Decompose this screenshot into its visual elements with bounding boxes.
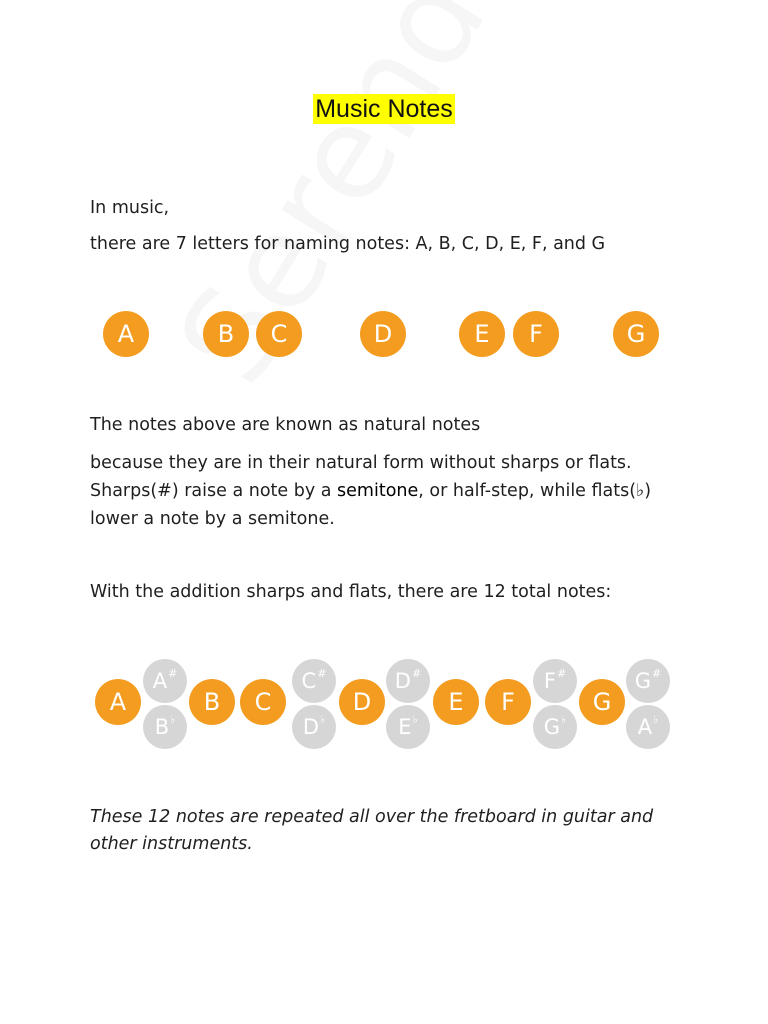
note-circle-f: F xyxy=(513,311,559,357)
page-title: Music Notes xyxy=(315,95,453,123)
flat-sign: ♭ xyxy=(319,712,326,726)
flat-sign: ♭ xyxy=(412,712,418,726)
flat-sign: ♭ xyxy=(653,712,659,726)
sharp-note-c: C # xyxy=(292,659,336,703)
semitone-term: semitone xyxy=(337,481,419,501)
note-circle-c: C xyxy=(256,311,302,357)
sharp-note-g: G # xyxy=(626,659,670,703)
paragraph-twelve-notes: With the addition sharps and flats, there are 12 total notes: xyxy=(90,582,612,602)
chromatic-note-e: E xyxy=(433,679,479,725)
paragraph-intro: In music, xyxy=(90,198,170,218)
sharp-note-a: A # xyxy=(143,659,187,703)
sharp-sign: # xyxy=(556,666,567,680)
note-circle-a: A xyxy=(103,311,149,357)
chromatic-note-c: C xyxy=(240,679,286,725)
paragraph-instruments: other instruments. xyxy=(90,834,253,854)
note-circle-g: G xyxy=(613,311,659,357)
note-circle-d: D xyxy=(360,311,406,357)
paragraph-lower-note: lower a note by a semitone. xyxy=(90,509,335,529)
flat-note-e: E ♭ xyxy=(386,705,430,749)
chromatic-note-d: D xyxy=(339,679,385,725)
sharp-note-d: D # xyxy=(386,659,430,703)
flats-text: , or half-step, while flats(♭) xyxy=(418,481,652,501)
flat-sign: ♭ xyxy=(170,712,176,726)
sharp-sign: # xyxy=(317,666,327,680)
note-circle-b: B xyxy=(203,311,249,357)
flat-sign: ♭ xyxy=(561,712,567,726)
flat-note-a: A ♭ xyxy=(626,705,670,749)
flat-note-d: D ♭ xyxy=(292,705,336,749)
sharp-note-f: F # xyxy=(533,659,577,703)
sharps-text: Sharps(#) raise a note by a xyxy=(90,481,338,501)
sharp-sign: # xyxy=(168,666,178,680)
paragraph-natural-form: because they are in their natural form without sharps or flats. xyxy=(90,453,632,473)
chromatic-note-g: G xyxy=(579,679,625,725)
flat-note-g: G ♭ xyxy=(533,705,577,749)
chromatic-note-a: A xyxy=(95,679,141,725)
chromatic-note-b: B xyxy=(189,679,235,725)
paragraph-letters: there are 7 letters for naming notes: A, B, C, D, E, F, and G xyxy=(90,234,606,254)
paragraph-fretboard: These 12 notes are repeated all over the fretboard in guitar and xyxy=(90,807,654,827)
sharp-sign: # xyxy=(411,666,422,680)
chromatic-note-f: F xyxy=(485,679,531,725)
flat-note-b: B ♭ xyxy=(143,705,187,749)
title-container xyxy=(0,94,768,124)
paragraph-natural-notes: The notes above are known as natural notes xyxy=(90,415,481,435)
note-circle-e: E xyxy=(459,311,505,357)
paragraph-sharps-flats xyxy=(90,477,651,505)
sharp-sign: # xyxy=(652,666,662,680)
